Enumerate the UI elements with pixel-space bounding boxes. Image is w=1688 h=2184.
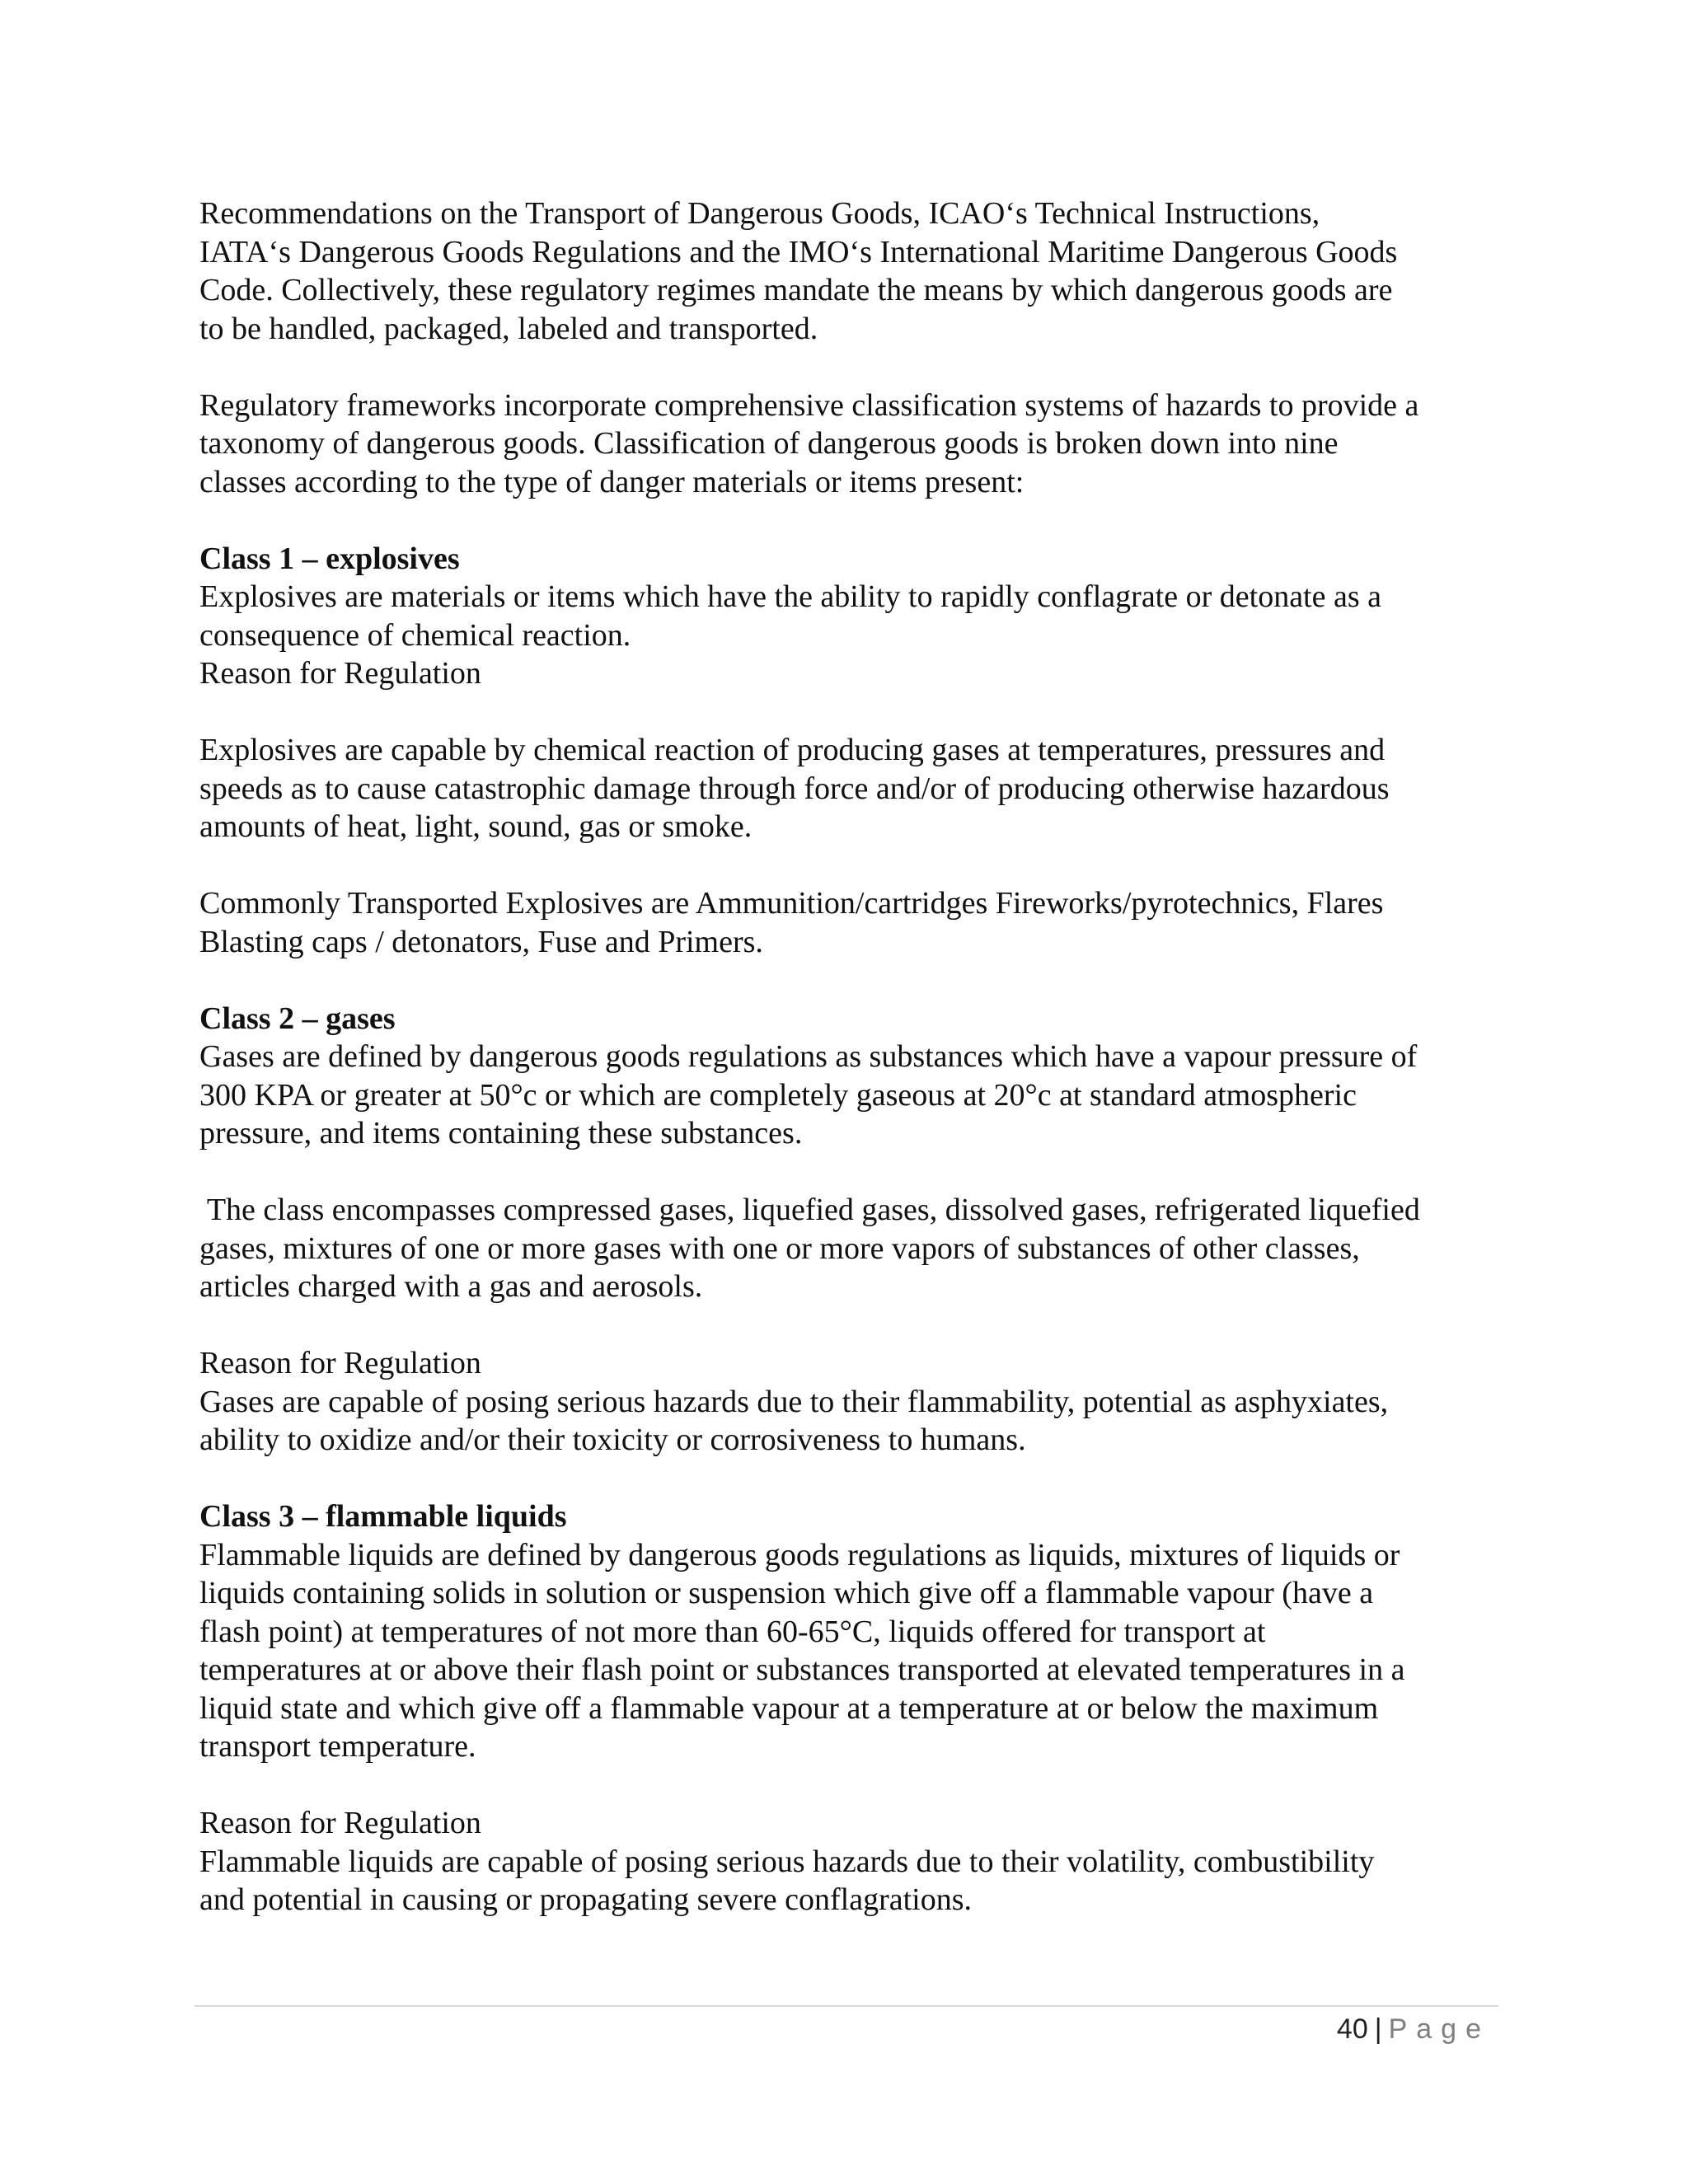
text-line: Recommendations on the Transport of Dangerous Goods, ICAO‘s Technical Instructions, [199,196,1320,231]
page-number: 40 [1336,2013,1368,2045]
text-line: gases, mixtures of one or more gases with one or more vapors of substances of other classes, [199,1230,1360,1266]
footer-divider [195,2005,1498,2007]
text-line: Explosives are capable by chemical reaction of producing gases at temperatures, pressures and [199,733,1386,767]
paragraph-gap [199,1153,1510,1192]
text-line: flash point) at temperatures of not more than 60-65°C, liquids offered for transport at [199,1614,1266,1649]
text-line: ability to oxidize and/or their toxicity or corrosiveness to humans. [199,1422,1026,1457]
text-line: consequence of chemical reaction. [199,617,631,653]
text-line: pressure, and items containing these substances. [199,1116,803,1151]
text-line: transport temperature. [199,1729,476,1764]
text-line: IATA‘s Dangerous Goods Regulations and the IMO‘s International Maritime Dangerous Goods [199,234,1398,269]
text-line: and potential in causing or propagating severe conflagrations. [199,1882,973,1917]
paragraph-gap [199,501,1510,540]
paragraph-gap [199,348,1510,387]
text-line: Explosives are materials or items which have the ability to rapidly conflagrate or detonate as a [199,579,1381,614]
class-1-heading: Class 1 – explosives [199,541,460,576]
text-line: temperatures at or above their flash point or substances transported at elevated temperatures in a [199,1652,1405,1687]
text-line: taxonomy of dangerous goods. Classification of dangerous goods is broken down into nine [199,426,1339,461]
class-2-heading: Class 2 – gases [199,1001,396,1036]
page-label: Page [1388,2013,1490,2045]
text-line: Gases are defined by dangerous goods regulations as substances which have a vapour pressure of [199,1039,1418,1074]
text-line: Blasting caps / detonators, Fuse and Primers. [199,924,763,959]
text-line: The class encompasses compressed gases, liquefied gases, dissolved gases, refrigerated liquefied [199,1193,1420,1227]
text-line: classes according to the type of danger materials or items present: [199,464,1025,499]
text-line: speeds as to cause catastrophic damage through force and/or of producing otherwise hazardous [199,771,1390,806]
text-line: Flammable liquids are capable of posing serious hazards due to their volatility, combustibility [199,1844,1375,1879]
text-line: Gases are capable of posing serious hazards due to their flammability, potential as asphyxiates, [199,1384,1389,1419]
text-line: to be handled, packaged, labeled and transported. [199,311,818,346]
paragraph-gap [199,693,1510,732]
paragraph-gap [199,1460,1510,1498]
text-line: amounts of heat, light, sound, gas or smoke. [199,809,753,844]
text-line: articles charged with a gas and aerosols. [199,1269,703,1304]
page-body [199,194,1510,1919]
footer-separator: | [1374,2013,1382,2045]
text-line: Commonly Transported Explosives are Ammunition/cartridges Fireworks/pyrotechnics, Flares [199,886,1384,921]
reason-label: Reason for Regulation [199,1806,481,1840]
text-line: Regulatory frameworks incorporate comprehensive classification systems of hazards to provide a [199,387,1419,423]
text-line: Code. Collectively, these regulatory regimes mandate the means by which dangerous goods are [199,273,1393,307]
reason-label: Reason for Regulation [199,1346,481,1380]
class-3-heading: Class 3 – flammable liquids [199,1499,567,1534]
page-footer [1337,2011,1490,2047]
text-line: liquid state and which give off a flammable vapour at a temperature at or below the maximum [199,1690,1379,1726]
text-line: Flammable liquids are defined by dangerous goods regulations as liquids, mixtures of liquids or [199,1537,1400,1572]
paragraph-gap [199,1766,1510,1805]
text-line: 300 KPA or greater at 50°c or which are completely gaseous at 20°c at standard atmospheric [199,1077,1357,1113]
paragraph-gap [199,1306,1510,1345]
text-line: liquids containing solids in solution or suspension which give off a flammable vapour (have a [199,1576,1374,1610]
paragraph-gap [199,846,1510,885]
paragraph-gap [199,961,1510,1000]
reason-label: Reason for Regulation [199,656,481,691]
